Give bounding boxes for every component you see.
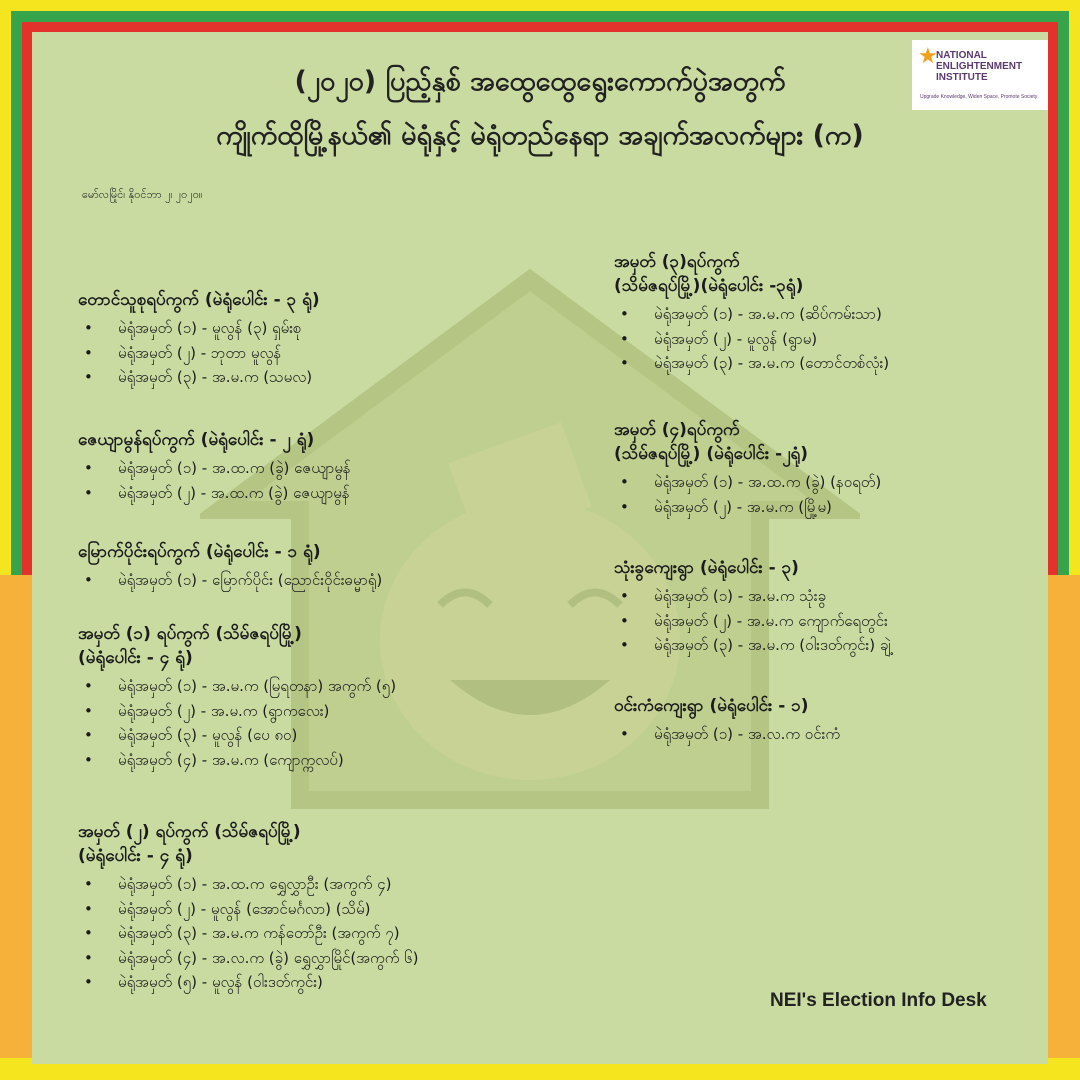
list-item: • မဲရုံအမှတ် (၅) - မူလွန် (ဝါးဒတ်ကွင်း) <box>78 970 418 995</box>
list-item: • မဲရုံအမှတ် (၁) - အ.မ.က (ဆိပ်ကမ်းသာ) <box>614 302 889 327</box>
logo-line2: ENLIGHTENMENT <box>936 61 1023 72</box>
logo-line1: NATIONAL <box>936 50 987 61</box>
section-title: သုံးခွကျေးရွာ (မဲရုံပေါင်း - ၃) <box>614 558 799 578</box>
list-item: • မဲရုံအမှတ် (၂) - မူလွန် (ရွာမ) <box>614 327 889 352</box>
list-item: • မဲရုံအမှတ် (၄) - အ.မ.က (ကျောက္ကလပ်) <box>78 748 396 773</box>
list-item: • မဲရုံအမှတ် (၂) - မူလွန် (အောင်မင်္ဂလာ) (သိမ်) <box>78 897 418 922</box>
list-item: • မဲရုံအမှတ် (၂) - အ.ထ.က (ခွဲ) ဇေယျာမွန် <box>78 481 351 506</box>
section-title: အမှတ် (၁) ရပ်ကွက် (သိမ်ဇရပ်မြို့) <box>78 624 302 644</box>
footer-credit: NEI's Election Info Desk <box>770 990 987 1011</box>
section-title: အမှတ် (၂) ရပ်ကွက် (သိမ်ဇရပ်မြို့) <box>78 822 301 842</box>
section-ward-1 <box>78 622 396 772</box>
star-logo-icon: ★ <box>918 44 938 69</box>
list-item: • မဲရုံအမှတ် (၂) - အ.မ.က (ရွာကလေး) <box>78 699 396 724</box>
section-ward-4 <box>614 418 881 519</box>
dateline: မော်လမြိုင်၊ နိုဝင်ဘာ ၂၊ ၂၀၂၀။ <box>82 188 203 201</box>
nei-logo <box>912 40 1048 110</box>
list-item: • မဲရုံအမှတ် (၂) - အ.မ.က (မြို့မ) <box>614 495 881 520</box>
list-item: • မဲရုံအမှတ် (၁) - မြောက်ပိုင်း (ညောင်းဝိုင်းဓမ္မာရုံ) <box>78 568 382 593</box>
list-item: • မဲရုံအမှတ် (၃) - မူလွန် (ပေ ၈၀) <box>78 723 396 748</box>
list-item: • မဲရုံအမှတ် (၁) - အ.ထ.က ရွှေလွှာဦး (အကွက် ၄) <box>78 872 418 897</box>
list-item: • မဲရုံအမှတ် (၂) - အ.မ.က ကျောက်ရေတွင်း <box>614 609 891 634</box>
section-ward-3 <box>614 250 889 376</box>
section-title: အမှတ် (၃)ရပ်ကွက် <box>614 252 740 272</box>
page-title-line1: (၂၀၂၀) ပြည့်နှစ် အထွေထွေရွေးကောက်ပွဲအတွက် <box>294 66 786 97</box>
section-subtitle: (သိမ်ဇရပ်မြို့) (မဲရုံပေါင်း -၂ရုံ) <box>614 444 809 464</box>
section-winkan <box>614 694 840 747</box>
list-item: • မဲရုံအမှတ် (၃) - အ.မ.က (တောင်တစ်လုံး) <box>614 351 889 376</box>
list-item: • မဲရုံအမှတ် (၁) - အ.မ.က သုံးခွ <box>614 584 891 609</box>
list-item: • မဲရုံအမှတ် (၃) - အ.မ.က (ဝါးဒတ်ကွင်း) ချဲ့ <box>614 633 891 658</box>
page-title-line2: ကျိုက်ထိုမြို့နယ်၏ မဲရုံနှင့် မဲရုံတည်နေရာ အချက်အလက်များ (က) <box>216 120 864 151</box>
list-item: • မဲရုံအမှတ် (၁) - အ.လ.က ဝင်းကံ <box>614 722 840 747</box>
section-title: ဇေယျာမွန်ရပ်ကွက် (မဲရုံပေါင်း - ၂ ရုံ) <box>78 430 315 450</box>
section-title: တောင်သူစုရပ်ကွက် (မဲရုံပေါင်း - ၃ ရုံ) <box>78 290 320 310</box>
list-item: • မဲရုံအမှတ် (၄) - အ.လ.က (ခွဲ) ရွှေလွှာမြိုင်(အကွက် ၆) <box>78 946 418 971</box>
list-item: • မဲရုံအမှတ် (၁) - အ.ထ.က (ခွဲ) ဇေယျာမွန် <box>78 456 351 481</box>
section-taungthuzu <box>78 288 320 390</box>
section-zeyarmon <box>78 428 351 505</box>
section-myaukpaing <box>78 540 382 593</box>
section-title: အမှတ် (၄)ရပ်ကွက် <box>614 420 740 440</box>
section-subtitle: (သိမ်ဇရပ်မြို့)(မဲရုံပေါင်း -၃ရုံ) <box>614 276 804 296</box>
list-item: • မဲရုံအမှတ် (၂) - ဘုတာ မူလွန် <box>78 341 320 366</box>
list-item: • မဲရုံအမှတ် (၁) - အ.ထ.က (ခွဲ) (နဝရတ်) <box>614 470 881 495</box>
list-item: • မဲရုံအမှတ် (၁) - အ.မ.က (မြရတနာ) အကွက် (၅) <box>78 674 396 699</box>
section-ward-2 <box>78 820 418 995</box>
section-thonekhwa <box>614 556 891 658</box>
section-subtitle: (မဲရုံပေါင်း - ၄ ရုံ) <box>78 648 193 668</box>
section-subtitle: (မဲရုံပေါင်း - ၄ ရုံ) <box>78 846 193 866</box>
logo-tagline: Upgrade Knowledge, Widen Space, Promote Society <box>920 94 1038 100</box>
logo-wordmark <box>936 50 1022 83</box>
section-title: ဝင်းကံကျေးရွာ (မဲရုံပေါင်း - ၁) <box>614 696 809 716</box>
list-item: • မဲရုံအမှတ် (၁) - မူလွန် (၃) ရှမ်းစု <box>78 316 320 341</box>
list-item: • မဲရုံအမှတ် (၃) - အ.မ.က ကန်တော်ဦး (အကွက် ၇) <box>78 921 418 946</box>
logo-line3: INSTITUTE <box>936 72 988 83</box>
list-item: • မဲရုံအမှတ် (၃) - အ.မ.က (သမလ) <box>78 365 320 390</box>
section-title: မြောက်ပိုင်းရပ်ကွက် (မဲရုံပေါင်း - ၁ ရုံ) <box>78 542 321 562</box>
